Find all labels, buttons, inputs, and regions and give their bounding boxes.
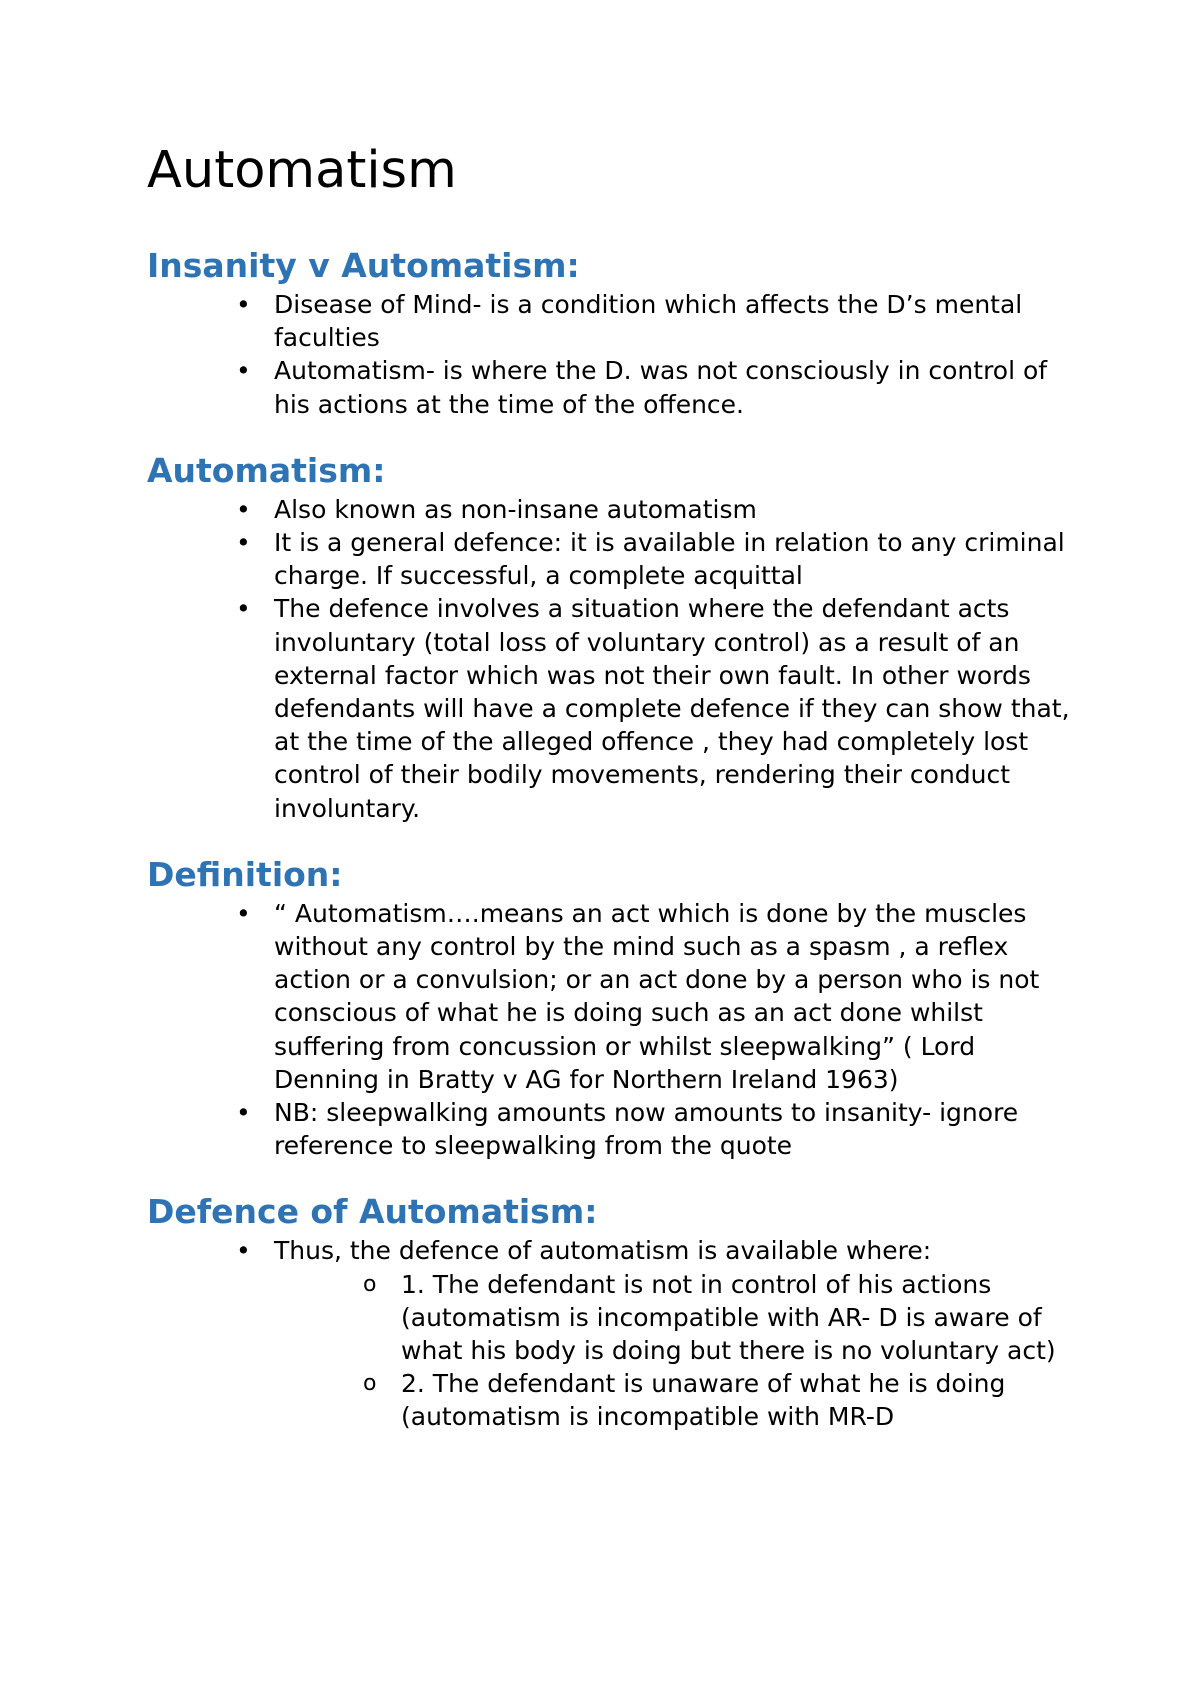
bullet-list — [147, 897, 1100, 1163]
bullet-list — [147, 288, 1100, 421]
bullet-text: It is a general defence: it is available in relation to any criminal charge. If successful, a complete acquittal — [274, 528, 1065, 591]
bullet-item — [236, 592, 1074, 824]
hollow-circle-bullet-icon: o — [363, 1271, 377, 1297]
sub-bullet-item — [363, 1367, 1073, 1433]
hollow-circle-bullet-icon: o — [363, 1371, 377, 1397]
section-heading: Automatism: — [147, 450, 386, 490]
section-heading: Definition: — [147, 854, 343, 894]
bullet-icon: • — [236, 594, 251, 624]
bullet-text: Also known as non-insane automatism — [274, 494, 757, 524]
bullet-icon: • — [236, 1098, 251, 1128]
bullet-text: Automatism- is where the D. was not consciously in control of his actions at the time of the offence. — [274, 356, 1048, 419]
document-title: Automatism — [147, 141, 457, 200]
bullet-item — [236, 897, 1074, 1096]
section-defence-of-automatism — [147, 1192, 1100, 1433]
bullet-text: The defence involves a situation where the defendant acts involuntary (total loss of voluntary control) as a result of an external factor which was not their own fault. In other words defendants will have a complete defence if they can show that, at the time of the alleged offence , they had completely lost control of their bodily movements, rendering their conduct involuntary. — [274, 594, 1070, 823]
bullet-icon: • — [236, 528, 251, 558]
nested-list-container — [274, 1268, 1074, 1434]
section-insanity-v-automatism — [147, 246, 1100, 421]
bullet-item — [236, 1096, 1074, 1162]
bullet-icon: • — [236, 494, 251, 524]
section-automatism — [147, 451, 1100, 825]
nested-list-wrapper — [147, 1268, 1100, 1434]
bullet-list — [147, 493, 1100, 825]
bullet-text: “ Automatism….means an act which is done by the muscles without any control by the mind such as a spasm , a reflex action or a convulsion; or an act done by a person who is not conscious of what he is doing such as an act done whilst suffering from concussion or whilst sleepwalking” ( Lord Denning in Bratty v AG for Northern Ireland 1963) — [274, 898, 1040, 1094]
bullet-text: NB: sleepwalking amounts now amounts to insanity- ignore reference to sleepwalking from the quote — [274, 1098, 1019, 1161]
bullet-text: Thus, the defence of automatism is available where: — [274, 1236, 932, 1266]
sub-bullet-list — [274, 1268, 1074, 1434]
sub-bullet-text: 1. The defendant is not in control of his actions (automatism is incompatible with AR- D is aware of what his body is doing but there is no voluntary act) — [401, 1269, 1056, 1366]
bullet-list — [147, 1234, 1100, 1267]
bullet-item — [236, 354, 1074, 420]
bullet-icon: • — [236, 1236, 251, 1266]
section-heading: Defence of Automatism: — [147, 1192, 598, 1232]
bullet-item — [236, 493, 1074, 526]
bullet-icon: • — [236, 290, 251, 319]
sub-bullet-item — [363, 1268, 1073, 1368]
bullet-item — [236, 526, 1074, 592]
section-definition — [147, 855, 1100, 1163]
sub-bullet-text: 2. The defendant is unaware of what he is doing (automatism is incompatible with MR-D — [401, 1369, 1006, 1432]
bullet-icon: • — [236, 356, 251, 386]
section-heading: Insanity v Automatism: — [147, 246, 580, 285]
bullet-item — [236, 1234, 1074, 1267]
bullet-text: Disease of Mind- is a condition which affects the D’s mental faculties — [274, 290, 1023, 353]
bullet-icon: • — [236, 898, 251, 928]
bullet-item — [236, 288, 1074, 354]
